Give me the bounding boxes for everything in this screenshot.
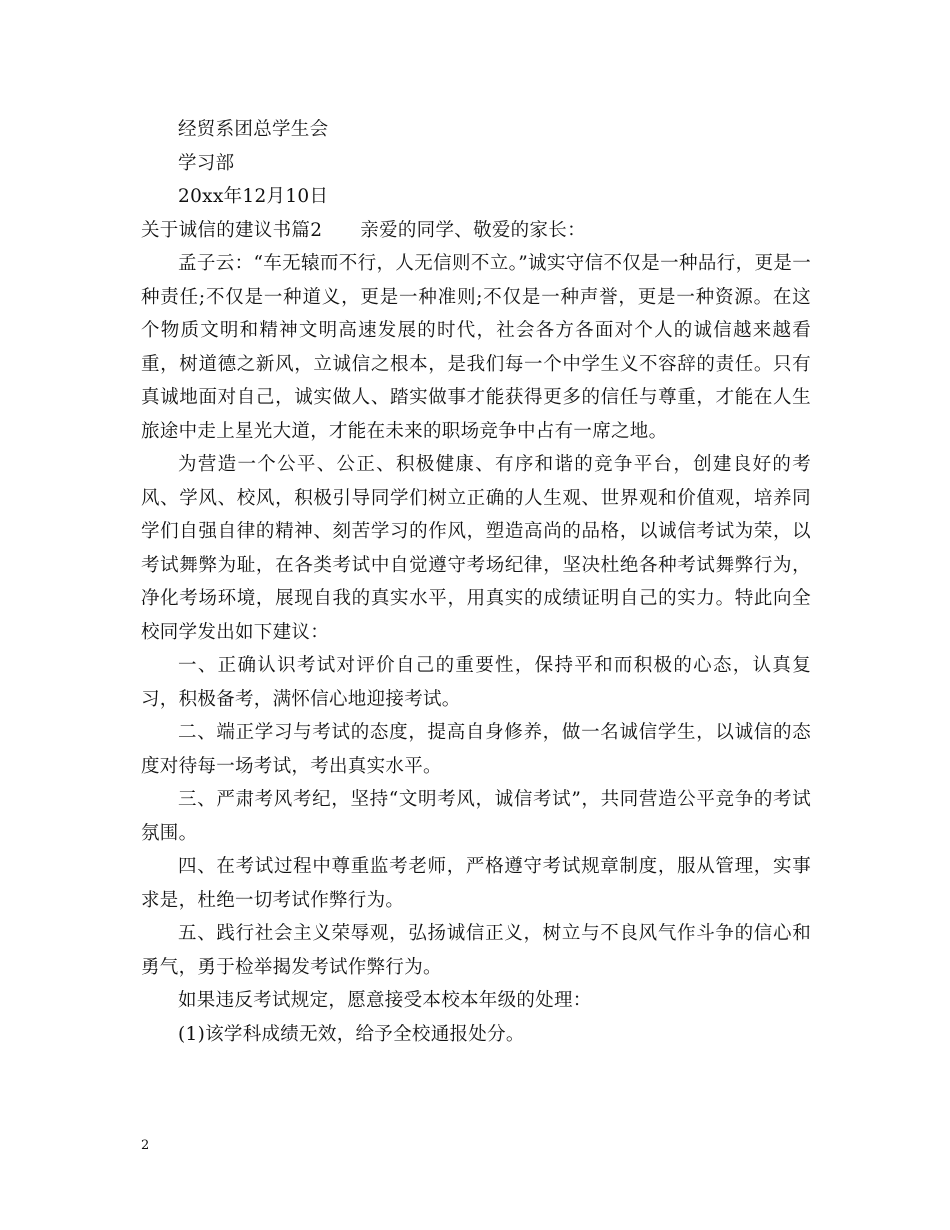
document-body [141, 113, 811, 1051]
paragraph: 一、正确认识考试对评价自己的重要性，保持平和而积极的心态，认真复习，积极备考，满怀信心地迎接考试。 [141, 655, 811, 710]
section-heading-line [141, 214, 811, 248]
greeting: 亲爱的同学、敬爱的家长： [360, 219, 586, 241]
paragraph: 二、端正学习与考试的态度，提高自身修养，做一名诚信学生，以诚信的态度对待每一场考试，考出真实水平。 [141, 722, 811, 777]
signature-org: 经贸系团总学生会 [178, 119, 329, 140]
paragraph: 五、践行社会主义荣辱观，弘扬诚信正义，树立与不良风气作斗争的信心和勇气，勇于检举揭发考试作弊行为。 [141, 923, 811, 978]
paragraph: 孟子云：“车无辕而不行，人无信则不立。”诚实守信不仅是一种品行，更是一种责任;不仅是一种道义，更是一种准则;不仅是一种声誉，更是一种资源。在这个物质文明和精神文明高速发展的时代，社会各方各面对个人的诚信越来越看重，树道德之新风，立诚信之根本，是我们每一个中学生义不容辞的责任。只有真诚地面对自己，诚实做人、踏实做事才能获得更多的信任与尊重，才能在人生旅途中走上星光大道，才能在未来的职场竞争中占有一席之地。 [141, 253, 811, 442]
page-number: 2 [141, 1138, 150, 1153]
paragraph: (1)该学科成绩无效，给予全校通报处分。 [178, 1023, 525, 1045]
signature-date: 20xx年12月10日 [178, 186, 329, 207]
paragraph: 四、在考试过程中尊重监考老师，严格遵守考试规章制度，服从管理，实事求是，杜绝一切考试作弊行为。 [141, 856, 811, 911]
paragraph: 三、严肃考风考纪，坚持“文明考风，诚信考试”，共同营造公平竞争的考试氛围。 [141, 789, 811, 844]
section-heading: 关于诚信的建议书篇2 [141, 219, 323, 241]
paragraph: 如果违反考试规定，愿意接受本校本年级的处理： [178, 990, 592, 1011]
paragraph: 为营造一个公平、公正、积极健康、有序和谐的竞争平台，创建良好的考风、学风、校风，积极引导同学们树立正确的人生观、世界观和价值观，培养同学们自强自律的精神、刻苦学习的作风，塑造高尚的品格，以诚信考试为荣，以考试舞弊为耻，在各类考试中自觉遵守考场纪律，坚决杜绝各种考试舞弊行为，净化考场环境，展现自我的真实水平，用真实的成绩证明自己的实力。特此向全校同学发出如下建议： [141, 454, 811, 643]
signature-dept: 学习部 [178, 152, 235, 174]
